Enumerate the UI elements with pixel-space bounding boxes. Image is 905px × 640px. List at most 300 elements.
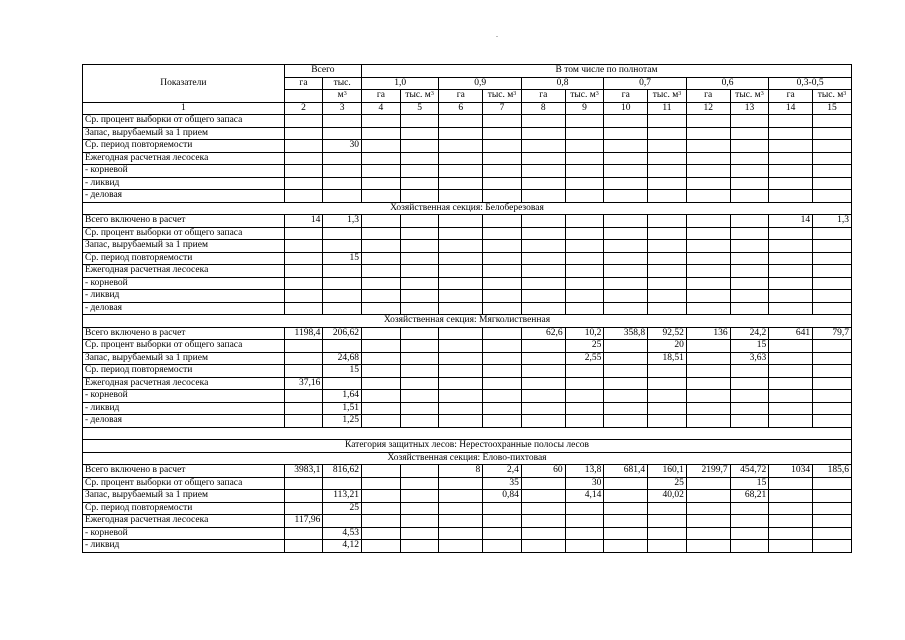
table-cell xyxy=(565,190,604,203)
table-cell xyxy=(400,527,439,540)
table-cell: 358,8 xyxy=(604,327,648,340)
table-cell xyxy=(730,302,769,315)
table-cell xyxy=(648,215,687,228)
table-cell xyxy=(769,390,813,403)
table-row xyxy=(83,165,852,178)
table-cell xyxy=(439,302,483,315)
table-cell xyxy=(362,215,401,228)
table-cell xyxy=(400,190,439,203)
table-cell xyxy=(565,140,604,153)
column-number: 12 xyxy=(686,102,730,115)
table-cell xyxy=(400,140,439,153)
table-cell xyxy=(483,415,522,428)
density-group-header: 0,7 xyxy=(604,77,686,90)
unit-ha-header: га xyxy=(604,90,648,103)
table-cell: 60 xyxy=(521,465,565,478)
table-cell xyxy=(769,265,813,278)
table-cell xyxy=(648,240,687,253)
table-row xyxy=(83,127,852,140)
table-cell xyxy=(400,127,439,140)
table-cell xyxy=(400,402,439,415)
table-cell xyxy=(686,152,730,165)
table-cell xyxy=(521,502,565,515)
table-cell xyxy=(813,477,852,490)
table-cell xyxy=(483,327,522,340)
table-cell: 20 xyxy=(648,340,687,353)
table-row xyxy=(83,390,852,403)
table-cell xyxy=(284,177,323,190)
table-cell xyxy=(323,152,362,165)
section-title: Хозяйственная секция: Елово-пихтовая xyxy=(83,452,852,465)
table-cell: 1034 xyxy=(769,465,813,478)
table-cell xyxy=(565,177,604,190)
row-label: - деловая xyxy=(83,302,285,315)
table-cell xyxy=(769,365,813,378)
table-cell xyxy=(648,190,687,203)
table-cell xyxy=(439,352,483,365)
table-cell xyxy=(362,190,401,203)
table-cell xyxy=(323,127,362,140)
table-cell xyxy=(400,540,439,553)
table-cell xyxy=(565,240,604,253)
row-label: Ср. период повторяемости xyxy=(83,365,285,378)
table-cell xyxy=(439,215,483,228)
table-cell xyxy=(439,290,483,303)
table-cell xyxy=(813,290,852,303)
table-cell xyxy=(521,240,565,253)
row-label: Ежегодная расчетная лесосека xyxy=(83,265,285,278)
table-cell xyxy=(439,252,483,265)
table-cell xyxy=(769,277,813,290)
table-cell xyxy=(521,365,565,378)
table-row xyxy=(83,290,852,303)
table-cell xyxy=(686,277,730,290)
table-cell xyxy=(648,277,687,290)
table-cell xyxy=(400,227,439,240)
table-cell xyxy=(813,540,852,553)
row-label: Всего включено в расчет xyxy=(83,465,285,478)
table-cell xyxy=(521,490,565,503)
table-cell xyxy=(439,265,483,278)
table-cell xyxy=(648,377,687,390)
cube-superscript: 3 xyxy=(430,91,434,97)
table-cell xyxy=(362,477,401,490)
table-cell xyxy=(284,227,323,240)
unit-ha-header: га xyxy=(769,90,813,103)
table-cell xyxy=(730,127,769,140)
table-cell xyxy=(362,377,401,390)
table-cell xyxy=(483,115,522,128)
table-cell: 25 xyxy=(323,502,362,515)
unit-thousand-m3-header xyxy=(730,90,769,103)
table-cell: 8 xyxy=(439,465,483,478)
table-cell xyxy=(284,140,323,153)
table-cell xyxy=(362,140,401,153)
table-cell xyxy=(483,152,522,165)
table-cell xyxy=(521,152,565,165)
table-cell xyxy=(439,115,483,128)
table-cell xyxy=(284,352,323,365)
table-cell xyxy=(323,165,362,178)
table-cell xyxy=(813,502,852,515)
row-label: Ежегодная расчетная лесосека xyxy=(83,152,285,165)
row-label: - ликвид xyxy=(83,290,285,303)
table-cell xyxy=(648,540,687,553)
table-cell xyxy=(604,215,648,228)
table-cell: 681,4 xyxy=(604,465,648,478)
table-cell xyxy=(730,502,769,515)
table-cell xyxy=(400,377,439,390)
table-cell xyxy=(813,402,852,415)
row-label: - корневой xyxy=(83,527,285,540)
table-cell xyxy=(648,365,687,378)
section-row xyxy=(83,427,852,440)
table-row xyxy=(83,265,852,278)
table-cell xyxy=(686,140,730,153)
table-cell xyxy=(400,302,439,315)
table-cell xyxy=(284,302,323,315)
table-cell xyxy=(400,340,439,353)
table-row xyxy=(83,365,852,378)
table-cell xyxy=(439,177,483,190)
table-cell xyxy=(769,127,813,140)
table-cell xyxy=(604,277,648,290)
table-cell xyxy=(362,340,401,353)
section-title xyxy=(83,427,852,440)
table-cell xyxy=(483,340,522,353)
table-cell xyxy=(604,290,648,303)
table-cell xyxy=(769,515,813,528)
table-cell xyxy=(521,227,565,240)
table-cell xyxy=(362,277,401,290)
table-row xyxy=(83,527,852,540)
header-row-1 xyxy=(83,65,852,78)
unit-thousand-m3-label: тыс. м xyxy=(487,90,514,100)
table-cell xyxy=(362,302,401,315)
cube-superscript: 3 xyxy=(595,91,599,97)
row-label: Запас, вырубаемый за 1 прием xyxy=(83,352,285,365)
table-cell xyxy=(686,340,730,353)
table-cell xyxy=(648,265,687,278)
table-cell xyxy=(604,490,648,503)
table-cell xyxy=(323,340,362,353)
table-cell xyxy=(686,115,730,128)
table-cell xyxy=(284,402,323,415)
table-cell xyxy=(400,515,439,528)
table-row xyxy=(83,115,852,128)
column-number: 14 xyxy=(769,102,813,115)
table-cell xyxy=(604,127,648,140)
table-cell: 160,1 xyxy=(648,465,687,478)
density-group-header: 0,9 xyxy=(439,77,521,90)
table-cell xyxy=(604,502,648,515)
table-row xyxy=(83,252,852,265)
table-row xyxy=(83,477,852,490)
section-title: Хозяйственная секция: Белоберезовая xyxy=(83,202,852,215)
section-title: Хозяйственная секция: Мягколиственная xyxy=(83,315,852,328)
table-cell xyxy=(483,377,522,390)
table-cell: 37,16 xyxy=(284,377,323,390)
table-cell xyxy=(730,540,769,553)
total-ha-sub-header xyxy=(284,90,323,103)
table-row xyxy=(83,465,852,478)
table-cell xyxy=(400,415,439,428)
table-cell xyxy=(439,340,483,353)
table-cell xyxy=(686,215,730,228)
table-cell xyxy=(604,140,648,153)
table-cell xyxy=(769,340,813,353)
table-cell xyxy=(565,402,604,415)
table-cell xyxy=(483,290,522,303)
table-cell xyxy=(362,515,401,528)
table-cell xyxy=(439,527,483,540)
section-row xyxy=(83,452,852,465)
unit-thousand-m3-label: тыс. м xyxy=(405,90,431,100)
table-cell xyxy=(565,290,604,303)
table-cell xyxy=(284,340,323,353)
table-cell: 3983,1 xyxy=(284,465,323,478)
table-cell xyxy=(521,215,565,228)
cube-superscript: 3 xyxy=(760,91,764,97)
table-cell xyxy=(400,327,439,340)
table-cell xyxy=(730,140,769,153)
table-cell xyxy=(483,240,522,253)
row-label: Ср. процент выборки от общего запаса xyxy=(83,340,285,353)
table-cell xyxy=(730,240,769,253)
row-label: Ср. процент выборки от общего запаса xyxy=(83,115,285,128)
table-cell xyxy=(604,415,648,428)
table-row xyxy=(83,327,852,340)
table-cell xyxy=(284,127,323,140)
table-cell xyxy=(400,240,439,253)
table-cell xyxy=(730,190,769,203)
table-cell: 30 xyxy=(323,140,362,153)
table-cell xyxy=(648,152,687,165)
forest-indicators-table xyxy=(82,64,852,553)
table-cell xyxy=(323,302,362,315)
cube-superscript: 3 xyxy=(678,91,682,97)
table-cell: 2199,7 xyxy=(686,465,730,478)
table-cell xyxy=(565,215,604,228)
table-cell: 25 xyxy=(648,477,687,490)
table-cell xyxy=(284,415,323,428)
table-cell xyxy=(521,302,565,315)
table-cell xyxy=(400,115,439,128)
table-cell xyxy=(284,265,323,278)
table-cell xyxy=(769,252,813,265)
unit-thousand-m3-header xyxy=(813,90,852,103)
table-cell xyxy=(648,140,687,153)
table-cell: 15 xyxy=(730,477,769,490)
table-cell xyxy=(769,502,813,515)
table-cell xyxy=(439,240,483,253)
row-label: Ежегодная расчетная лесосека xyxy=(83,377,285,390)
table-cell xyxy=(284,165,323,178)
table-cell xyxy=(323,115,362,128)
table-cell xyxy=(284,252,323,265)
table-cell xyxy=(648,127,687,140)
table-cell xyxy=(362,502,401,515)
table-cell xyxy=(686,415,730,428)
column-number: 5 xyxy=(400,102,439,115)
column-number: 11 xyxy=(648,102,687,115)
table-cell xyxy=(362,327,401,340)
table-cell xyxy=(284,390,323,403)
table-cell xyxy=(565,540,604,553)
table-cell xyxy=(730,265,769,278)
column-number: 7 xyxy=(483,102,522,115)
column-number: 6 xyxy=(439,102,483,115)
row-label: - корневой xyxy=(83,165,285,178)
table-cell xyxy=(769,115,813,128)
table-cell: 4,12 xyxy=(323,540,362,553)
table-cell xyxy=(439,490,483,503)
density-group-header: 0,6 xyxy=(686,77,768,90)
cube-superscript: 3 xyxy=(513,91,517,97)
table-cell xyxy=(813,377,852,390)
table-cell xyxy=(362,152,401,165)
column-number: 15 xyxy=(813,102,852,115)
table-cell xyxy=(813,265,852,278)
table-cell: 24,68 xyxy=(323,352,362,365)
table-cell xyxy=(769,415,813,428)
table-cell xyxy=(362,127,401,140)
table-cell xyxy=(362,177,401,190)
table-cell xyxy=(362,165,401,178)
row-label: - деловая xyxy=(83,415,285,428)
table-row xyxy=(83,340,852,353)
table-cell xyxy=(439,127,483,140)
table-cell xyxy=(730,415,769,428)
table-cell xyxy=(648,390,687,403)
column-number: 4 xyxy=(362,102,401,115)
table-cell xyxy=(362,227,401,240)
table-row xyxy=(83,502,852,515)
unit-thousand-m3-label: тыс. м xyxy=(652,90,679,100)
table-cell xyxy=(686,490,730,503)
table-cell xyxy=(813,177,852,190)
table-cell: 1,64 xyxy=(323,390,362,403)
table-cell xyxy=(648,177,687,190)
table-cell xyxy=(439,515,483,528)
table-cell xyxy=(769,190,813,203)
table-cell: 24,2 xyxy=(730,327,769,340)
unit-ha-header: га xyxy=(686,90,730,103)
table-cell xyxy=(323,277,362,290)
table-cell xyxy=(284,502,323,515)
table-cell xyxy=(483,190,522,203)
table-cell: 1,3 xyxy=(813,215,852,228)
table-cell xyxy=(483,265,522,278)
table-cell xyxy=(521,290,565,303)
table-cell: 30 xyxy=(565,477,604,490)
table-cell: 35 xyxy=(483,477,522,490)
table-cell xyxy=(284,115,323,128)
table-cell xyxy=(362,540,401,553)
table-cell: 3,63 xyxy=(730,352,769,365)
density-group-header: 0,8 xyxy=(521,77,603,90)
unit-ha-header: га xyxy=(439,90,483,103)
table-cell xyxy=(323,177,362,190)
table-cell xyxy=(730,277,769,290)
table-cell xyxy=(362,252,401,265)
table-cell xyxy=(521,115,565,128)
table-cell xyxy=(483,277,522,290)
table-cell xyxy=(439,190,483,203)
table-cell xyxy=(439,415,483,428)
table-row xyxy=(83,215,852,228)
row-label: Всего включено в расчет xyxy=(83,215,285,228)
table-cell xyxy=(604,402,648,415)
table-cell: 117,96 xyxy=(284,515,323,528)
table-cell xyxy=(604,252,648,265)
table-cell xyxy=(483,302,522,315)
table-cell xyxy=(730,527,769,540)
table-cell: 2,4 xyxy=(483,465,522,478)
table-cell xyxy=(362,465,401,478)
column-number: 13 xyxy=(730,102,769,115)
table-cell: 1,3 xyxy=(323,215,362,228)
table-cell xyxy=(483,352,522,365)
table-row xyxy=(83,377,852,390)
table-cell xyxy=(400,165,439,178)
row-label: Ср. период повторяемости xyxy=(83,140,285,153)
table-cell xyxy=(604,527,648,540)
total-thousand-header: тыс. xyxy=(323,77,362,90)
row-label: Запас, вырубаемый за 1 прием xyxy=(83,127,285,140)
table-cell xyxy=(565,377,604,390)
table-cell xyxy=(730,115,769,128)
table-cell xyxy=(604,477,648,490)
table-cell xyxy=(400,277,439,290)
table-row xyxy=(83,140,852,153)
table-cell xyxy=(521,340,565,353)
table-cell xyxy=(686,302,730,315)
section-row xyxy=(83,202,852,215)
table-cell xyxy=(565,502,604,515)
table-cell xyxy=(483,365,522,378)
table-cell xyxy=(400,177,439,190)
row-label: - ликвид xyxy=(83,540,285,553)
table-cell xyxy=(439,502,483,515)
table-cell xyxy=(813,127,852,140)
table-row xyxy=(83,152,852,165)
table-cell xyxy=(439,165,483,178)
table-cell xyxy=(362,390,401,403)
unit-thousand-m3-header xyxy=(565,90,604,103)
table-row xyxy=(83,540,852,553)
table-cell xyxy=(400,465,439,478)
table-cell: 40,02 xyxy=(648,490,687,503)
table-cell xyxy=(604,115,648,128)
table-cell xyxy=(400,390,439,403)
table-cell xyxy=(648,515,687,528)
table-cell xyxy=(323,515,362,528)
table-cell: 13,8 xyxy=(565,465,604,478)
table-cell xyxy=(323,227,362,240)
table-cell xyxy=(686,515,730,528)
table-row xyxy=(83,302,852,315)
table-cell xyxy=(813,415,852,428)
table-cell: 1,51 xyxy=(323,402,362,415)
table-cell xyxy=(686,177,730,190)
table-cell: 4,53 xyxy=(323,527,362,540)
table-cell xyxy=(686,390,730,403)
column-numbers-row xyxy=(83,102,852,115)
section-title: Категория защитных лесов: Нерестоохранные полосы лесов xyxy=(83,440,852,453)
table-cell xyxy=(813,352,852,365)
table-cell xyxy=(730,227,769,240)
